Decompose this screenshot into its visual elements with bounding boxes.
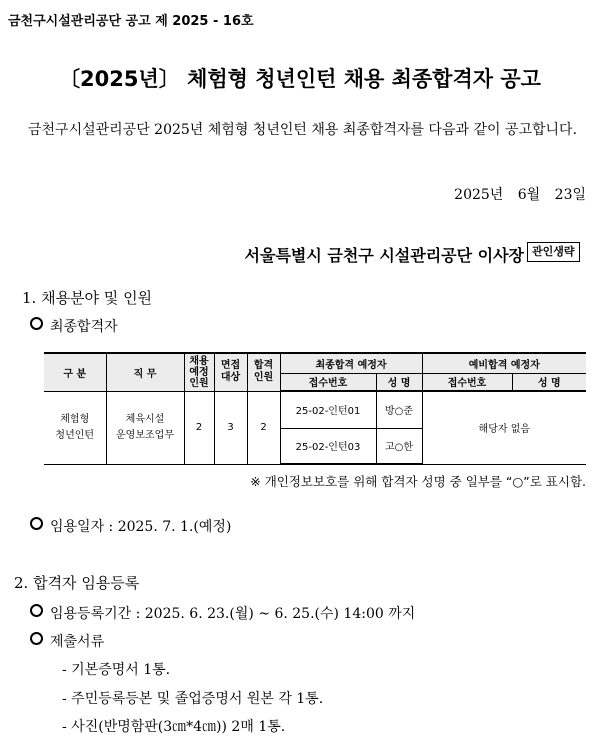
final-passers-bullet — [30, 316, 118, 336]
header-passed: 합격 인원 — [247, 353, 280, 391]
header-receipt-no: 접수번호 — [280, 373, 376, 391]
document-item: - 사진(반명함판(3㎝*4㎝)) 2매 1통. — [62, 719, 286, 735]
privacy-footnote: ※ 개인정보보호를 위해 합격자 성명 중 일부를 “○”로 표시함. — [250, 474, 586, 489]
circle-bullet-icon — [30, 517, 43, 530]
circle-bullet-icon — [30, 317, 43, 330]
seal-omitted-box: 관인생략 — [527, 242, 580, 262]
header-name: 성 명 — [376, 373, 422, 391]
header-reserve-name: 성 명 — [512, 373, 586, 391]
header-interview: 면접 대상 — [214, 353, 247, 391]
final-passers-label: 최종합격자 — [50, 319, 118, 335]
section2-heading: 2. 합격자 임용등록 — [14, 574, 140, 592]
start-date-text: 임용일자 : 2025. 7. 1.(예정) — [50, 519, 232, 535]
cell-category: 체험형 청년인턴 — [44, 391, 106, 464]
notice-date: 2025년 6월 23일 — [454, 187, 586, 203]
notice-number: 금천구시설관리공단 공고 제 2025 - 16호 — [8, 14, 254, 29]
circle-bullet-icon — [30, 604, 43, 617]
cell-hire-count: 2 — [184, 391, 214, 464]
header-duty: 직 무 — [106, 353, 184, 391]
cell-name: 방○준 — [376, 391, 422, 428]
circle-bullet-icon — [30, 632, 43, 645]
intro-paragraph: 금천구시설관리공단 2025년 체험형 청년인턴 채용 최종합격자를 다음과 같이 공고합니다. — [28, 122, 578, 138]
registration-period-text: 임용등록기간 : 2025. 6. 23.(월) ~ 6. 25.(수) 14:00 까지 — [50, 606, 416, 622]
cell-receipt-no: 25-02-인턴01 — [280, 391, 376, 428]
section1-heading: 1. 채용분야 및 인원 — [22, 289, 153, 307]
registration-period-bullet — [30, 603, 415, 623]
cell-reserve-none: 해당자 없음 — [422, 391, 586, 464]
cell-passed: 2 — [247, 391, 280, 464]
result-table — [44, 352, 586, 465]
document-item: - 주민등록등본 및 졸업증명서 원본 각 1통. — [62, 691, 324, 707]
documents-bullet — [30, 631, 104, 651]
cell-interview: 3 — [214, 391, 247, 464]
page-title: 〔2025년〕 체험형 청년인턴 채용 최종합격자 공고 — [59, 67, 541, 91]
table-row — [44, 391, 586, 428]
header-hire-count: 채용 예정 인원 — [184, 353, 214, 391]
cell-duty: 체육시설 운영보조업무 — [106, 391, 184, 464]
header-reserve-group: 예비합격 예정자 — [422, 353, 586, 373]
start-date-bullet — [30, 516, 231, 536]
documents-label: 제출서류 — [50, 634, 105, 650]
header-reserve-receipt-no: 접수번호 — [422, 373, 512, 391]
document-item: - 기본증명서 1통. — [62, 662, 171, 678]
issuer-name: 서울특별시 금천구 시설관리공단 이사장 — [244, 246, 524, 265]
cell-name: 고○한 — [376, 428, 422, 464]
header-category: 구 분 — [44, 353, 106, 391]
header-final-group: 최종합격 예정자 — [280, 353, 422, 373]
cell-receipt-no: 25-02-인턴03 — [280, 428, 376, 464]
